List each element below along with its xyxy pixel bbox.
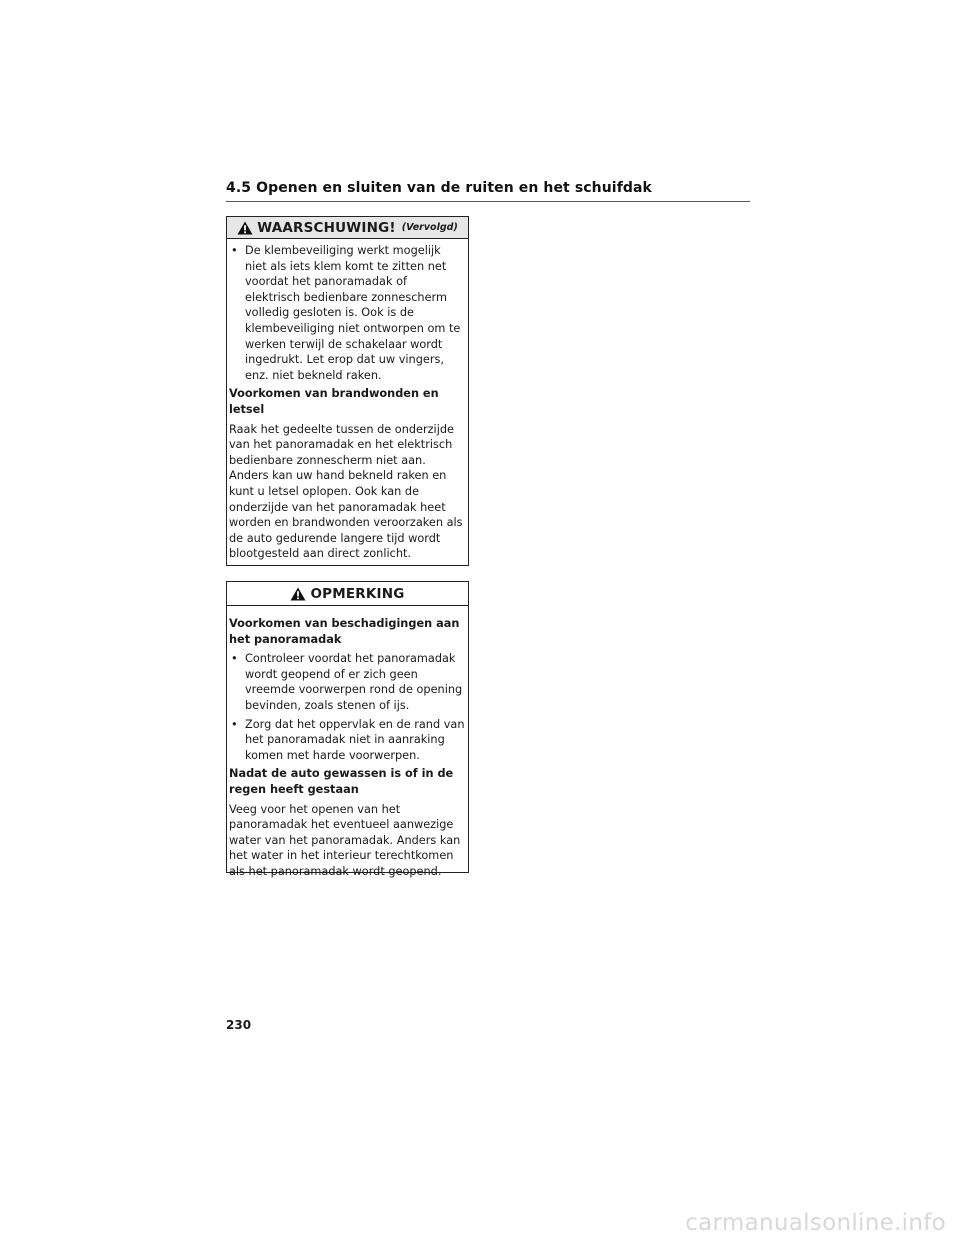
section-title: 4.5 Openen en sluiten van de ruiten en het schuifdak: [226, 180, 652, 196]
bullet-dot: •: [231, 717, 238, 731]
warning-continued: (Vervolgd): [401, 222, 458, 233]
notice-body: [227, 606, 468, 880]
bullet-text: De klembeveiliging werkt mogelijk niet als iets klem komt te zitten net voordat het panoramadak of elektrisch bedienbare zonnescherm volledig gesloten is. Ook is de klembeveiliging niet ontworpen om te werken terwijl de schakelaar wordt ingedrukt. Let erop dat uw vingers, enz. niet bekneld raken.: [245, 244, 461, 382]
warning-paragraph: Raak het gedeelte tussen de onderzijde van het panoramadak en het elektrisch bedienbare zonnescherm niet aan. Anders kan uw hand bekneld raken en kunt u letsel oplopen. Ook kan de onderzijde van het panoramadak heet worden en brandwonden veroorzaken als de auto gedurende langere tijd wordt blootgesteld aan direct zonlicht.: [229, 422, 463, 561]
bullet-text: Controleer voordat het panoramadak wordt geopend of er zich geen vreemde voorwerpen rond de opening bevinden, zoals stenen of ijs.: [245, 652, 463, 712]
notice-subheading-2: Nadat de auto gewassen is of in de regen heeft gestaan: [229, 767, 454, 796]
warning-triangle-icon: [237, 221, 253, 235]
notice-subheading-1: Voorkomen van beschadigingen aan het panoramadak: [229, 617, 460, 646]
warning-header: [227, 217, 468, 239]
bullet-text: Zorg dat het oppervlak en de rand van het panoramadak niet in aanraking komen met harde voorwerpen.: [245, 717, 465, 762]
warning-box: [226, 216, 469, 566]
warning-subheading: Voorkomen van brandwonden en letsel: [229, 387, 439, 416]
list-item: [229, 651, 465, 713]
page-number: 230: [226, 1018, 252, 1032]
list-item: [229, 243, 465, 383]
bullet-dot: •: [231, 244, 238, 257]
section-header: [226, 179, 750, 202]
bullet-dot: •: [231, 652, 238, 666]
warning-body: [227, 239, 468, 562]
warning-title: WAARSCHUWING!: [257, 219, 396, 236]
notice-header: [227, 582, 468, 606]
notice-box: [226, 581, 469, 878]
notice-paragraph: Veeg voor het openen van het panoramadak het eventueel aanwezige water van het panoramadak. Anders kan het water in het interieur terechtkomen als het panoramadak wordt geopend.: [229, 802, 461, 878]
warning-triangle-icon: [290, 587, 306, 601]
watermark: carmanualsonline.info: [685, 1210, 946, 1236]
list-item: [229, 717, 465, 764]
notice-title: OPMERKING: [310, 585, 405, 602]
